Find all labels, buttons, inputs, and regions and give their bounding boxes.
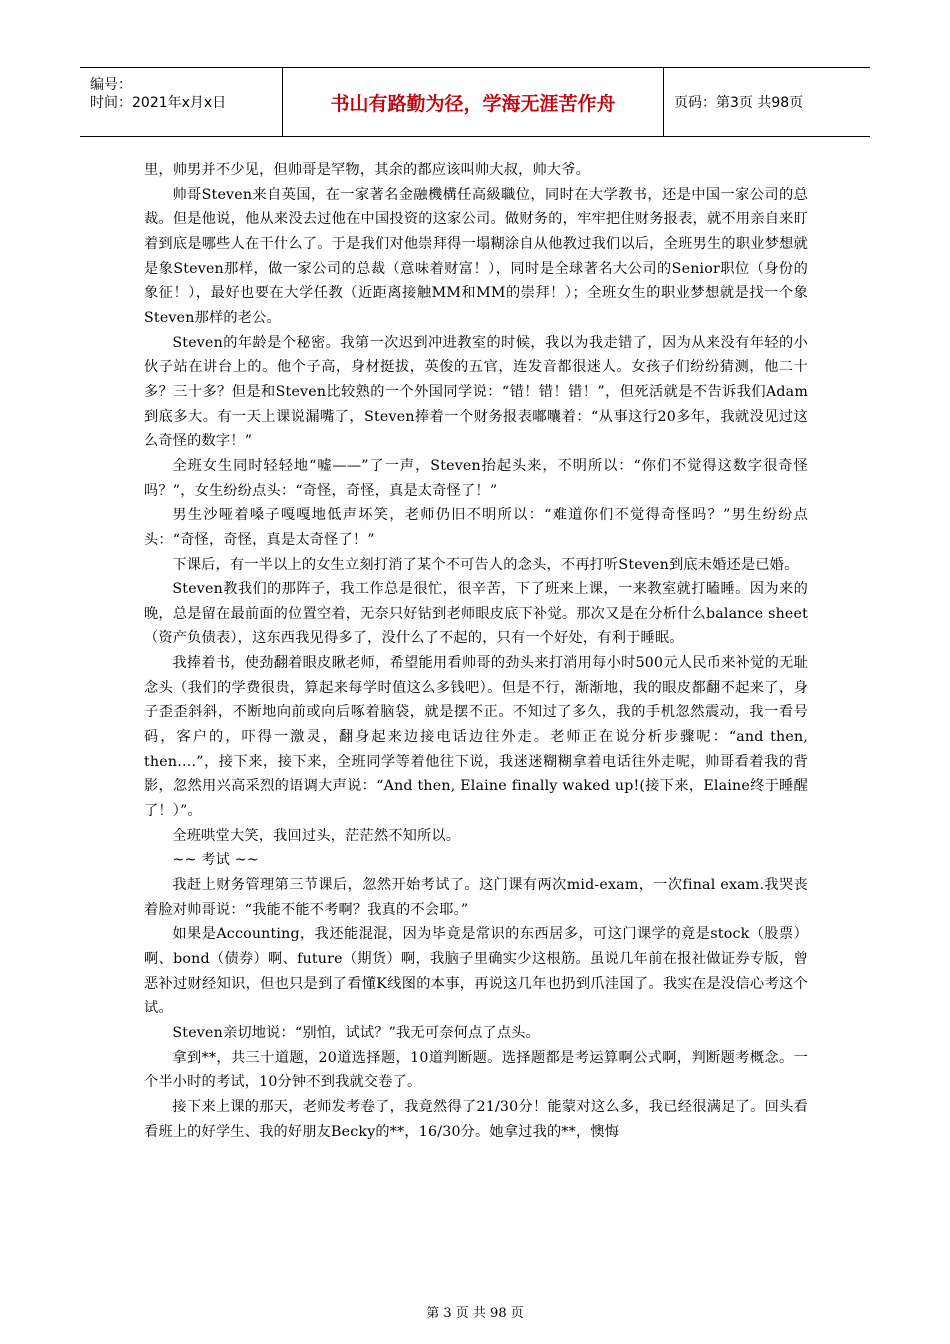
paragraph: 全班哄堂大笑，我回过头，茫茫然不知所以。 (172, 827, 461, 844)
section-heading: ~~ 考试 ~~ (172, 852, 259, 869)
paragraph: Steven亲切地说：“别怕，试试？”我无可奈何点了点头。 (172, 1024, 541, 1041)
page-header (80, 67, 870, 137)
paragraph: Steven教我们的那阵子，我工作总是很忙，很辛苦，下了班来上课，一来教室就打瞌睡。因为来的晚，总是留在最前面的位置空着，无奈只好钻到老师眼皮底下补觉。那次又是在分析什么balance sheet（资产负债表），这东西我见得多了，没什么了不起的，只有一个好处，有利于睡眠。 (144, 581, 808, 647)
paragraph: 我捧着书，使劲翻着眼皮瞅老师，希望能用看帅哥的劲头来打消用每小时500元人民币来补觉的无耻念头（我们的学费很贵，算起来每学时值这么多钱吧）。但是不行，渐渐地，我的眼皮都翻不起来了，身子歪歪斜斜，不断地向前或向后啄着脑袋，就是摆不正。不知过了多久，我的手机忽然震动，我一看号码，客户的，吓得一激灵，翻身起来边接电话边往外走。老师正在说分析步骤呢：“and then, then….”，接下来，接下来，全班同学等着他往下说，我迷迷糊糊拿着电话往外走呢，帅哥看着我的背影，忽然用兴高采烈的语调大声说：“And then, Elaine finally waked up!(接下来，Elaine终于睡醒了！）”。 (144, 655, 808, 820)
document-body (144, 158, 808, 1144)
paragraph: 全班女生同时轻轻地“嘘——”了一声，Steven抬起头来，不明所以：“你们不觉得这数字很奇怪吗？”，女生纷纷点头：“奇怪，奇怪，真是太奇怪了！” (144, 457, 808, 499)
paragraph: 如果是Accounting，我还能混混，因为毕竟是常识的东西居多，可这门课学的竟是stock（股票）啊、bond（债券）啊、future（期货）啊，我脑子里确实少这根筋。虽说几年前在报社做证券专版，曾恶补过财经知识，但也只是到了看懂K线图的本事，再说这几年也扔到爪洼国了。我实在是没信心考这个试。 (144, 926, 808, 1017)
paragraph: Steven的年龄是个秘密。我第一次迟到冲进教室的时候，我以为我走错了，因为从来没有年轻的小伙子站在讲台上的。他个子高，身材挺拔，英俊的五官，连发音都很迷人。女孩子们纷纷猜测，他二十多？三十多？但是和Steven比较熟的一个外国同学说：“错！错！错！”，但死活就是不告诉我们Adam到底多大。有一天上课说漏嘴了，Steven捧着一个财务报表嘟囔着：“从事这行20多年，我就没见过这么奇怪的数字！” (144, 334, 808, 450)
page-footer: 第 3 页 共 98 页 (426, 1306, 524, 1321)
paragraph: 里，帅男并不少见，但帅哥是罕物，其余的都应该叫帅大叔，帅大爷。 (144, 162, 591, 178)
date-label: 时间：2021年x月x日 (90, 95, 227, 111)
header-motto: 书山有路勤为径，学海无涯苦作舟 (283, 68, 664, 136)
paragraph: 拿到**，共三十道题，20道选择题，10道判断题。选择题都是考运算啊公式啊，判断题考概念。一个半小时的考试，10分钟不到我就交卷了。 (144, 1049, 808, 1091)
paragraph: 帅哥Steven来自英国，在一家著名金融機構任高級職位，同时在大学教书，还是中国一家公司的总裁。但是他说，他从来没去过他在中国投资的这家公司。做财务的，牢牢把住财务报表，就不用亲自来盯着到底是哪些人在干什么了。于是我们对他崇拜得一塌糊涂自从他教过我们以后，全班男生的职业梦想就是象Steven那样，做一家公司的总裁（意味着财富！），同时是全球著名大公司的Senior职位（身份的象征！），最好也要在大学任教（近距离接触MM和MM的崇拜！）；全班女生的职业梦想就是找一个象Steven那样的老公。 (144, 186, 808, 326)
header-meta (80, 68, 283, 136)
paragraph: 男生沙哑着嗓子嘎嘎地低声坏笑，老师仍旧不明所以：“难道你们不觉得奇怪吗？”男生纷纷点头：“奇怪，奇怪，真是太奇怪了！” (144, 507, 808, 548)
paragraph: 我赶上财务管理第三节课后，忽然开始考试了。这门课有两次mid-exam，一次final exam.我哭丧着脸对帅哥说：“我能不能不考啊？我真的不会耶。” (144, 877, 808, 918)
paragraph: 接下来上课的那天，老师发考卷了，我竟然得了21/30分！能蒙对这么多，我已经很满足了。回头看看班上的好学生、我的好朋友Becky的**，16/30分。她拿过我的**，懊悔 (144, 1098, 808, 1140)
paragraph: 下课后，有一半以上的女生立刻打消了某个不可告人的念头，不再打听Steven到底未婚还是已婚。 (172, 556, 799, 573)
header-page-number: 页码：第3页 共98页 (674, 95, 804, 111)
serial-label: 编号： (90, 77, 132, 93)
